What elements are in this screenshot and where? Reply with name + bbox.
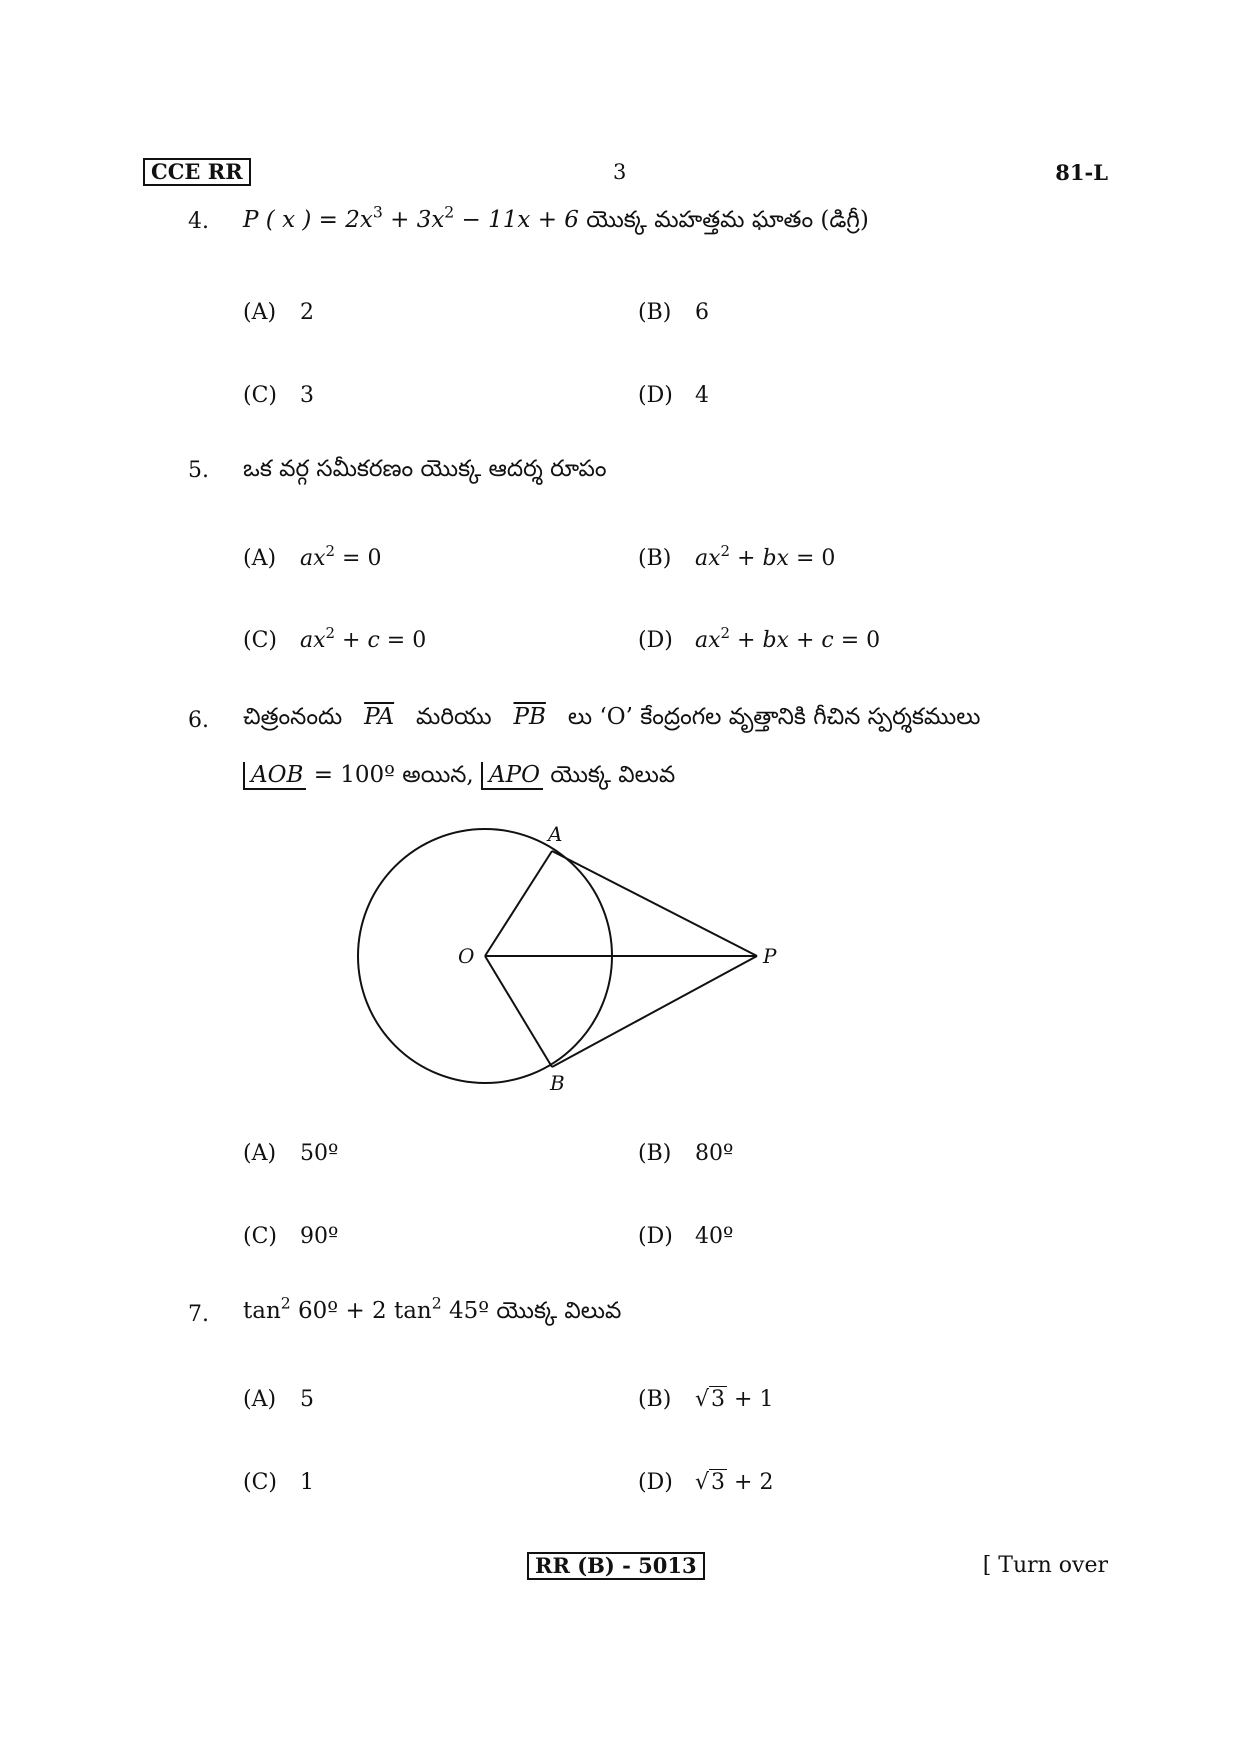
page-number: 3	[613, 160, 627, 184]
question-7-option-d: (D) √3 + 2	[638, 1470, 774, 1495]
question-5-number: 5.	[188, 458, 209, 483]
question-7-text: యొక్క విలువ	[496, 1298, 622, 1324]
segment-pb: $\overline{PB}$	[513, 704, 546, 730]
question-6-option-d: (D) 40º	[638, 1224, 734, 1249]
question-6-stem-line1: చిత్రంనందు $\overline{PA}$ మరియు $\overline{PB}$ లు ‘O’ కేంద్రంగల వృత్తానికి గీచిన స్పర్శకములు	[243, 704, 981, 730]
question-4-option-d: (D) 4	[638, 383, 709, 408]
question-6-option-b: (B) 80º	[638, 1141, 734, 1166]
turn-over-note: [ Turn over	[982, 1553, 1108, 1578]
question-5-option-c: (C) $ax^2 + c = 0$	[243, 624, 427, 653]
question-6-number: 6.	[188, 708, 209, 733]
question-6-option-c: (C) 90º	[243, 1224, 339, 1249]
angle-aob: AOB	[243, 762, 306, 790]
question-5-option-d: (D) $ax^2$ + bx + c = 0	[638, 624, 881, 653]
question-5-option-a: (A) $ax^2 = 0$	[243, 542, 382, 571]
question-6-option-a: (A) 50º	[243, 1141, 339, 1166]
question-4-option-a: (A) 2	[243, 300, 314, 325]
angle-apo: APO	[481, 762, 543, 790]
question-7-number: 7.	[188, 1302, 209, 1327]
label-p: P	[763, 944, 777, 968]
tangent-pb	[552, 956, 757, 1067]
label-b: B	[550, 1071, 565, 1095]
question-4-option-c: (C) 3	[243, 383, 314, 408]
question-4-option-b: (B) 6	[638, 300, 709, 325]
paper-code: 81-L	[1055, 160, 1108, 185]
label-o: O	[458, 944, 475, 968]
question-5-stem: ఒక వర్గ సమీకరణం యొక్క ఆదర్శ రూపం	[243, 456, 607, 482]
footer-code-box: RR (B) - 5013	[527, 1552, 705, 1580]
tangent-pa	[552, 851, 757, 956]
radius-oa	[485, 851, 552, 956]
question-7-expression: $\tan^2$ 60º + 2 $\tan^2$ 45º	[243, 1293, 490, 1324]
question-4-stem	[243, 202, 869, 239]
question-7-stem	[243, 1293, 622, 1330]
tangent-circle-figure	[340, 810, 800, 1100]
question-6-stem-line2: AOB = 100º అయిన, APO యొక్క విలువ	[243, 762, 675, 794]
question-4-polynomial: $2x^3 + 3x^2 - 11x + 6$	[345, 202, 579, 233]
question-7-option-b: (B) √3 + 1	[638, 1387, 774, 1412]
question-4-text: యొక్క మహత్తమ ఘాతం (డిగ్రీ)	[586, 207, 869, 233]
header-code-box: CCE RR	[143, 158, 251, 186]
question-5-option-b: (B) $ax^2$ + bx = 0	[638, 542, 836, 571]
question-7-option-c: (C) 1	[243, 1470, 314, 1495]
segment-pa: $\overline{PA}$	[364, 704, 395, 730]
label-a: A	[548, 822, 563, 846]
question-7-option-a: (A) 5	[243, 1387, 314, 1412]
question-4-number: 4.	[188, 209, 209, 234]
question-4-poly-prefix: P ( x ) =	[243, 207, 346, 233]
radius-ob	[485, 956, 552, 1067]
